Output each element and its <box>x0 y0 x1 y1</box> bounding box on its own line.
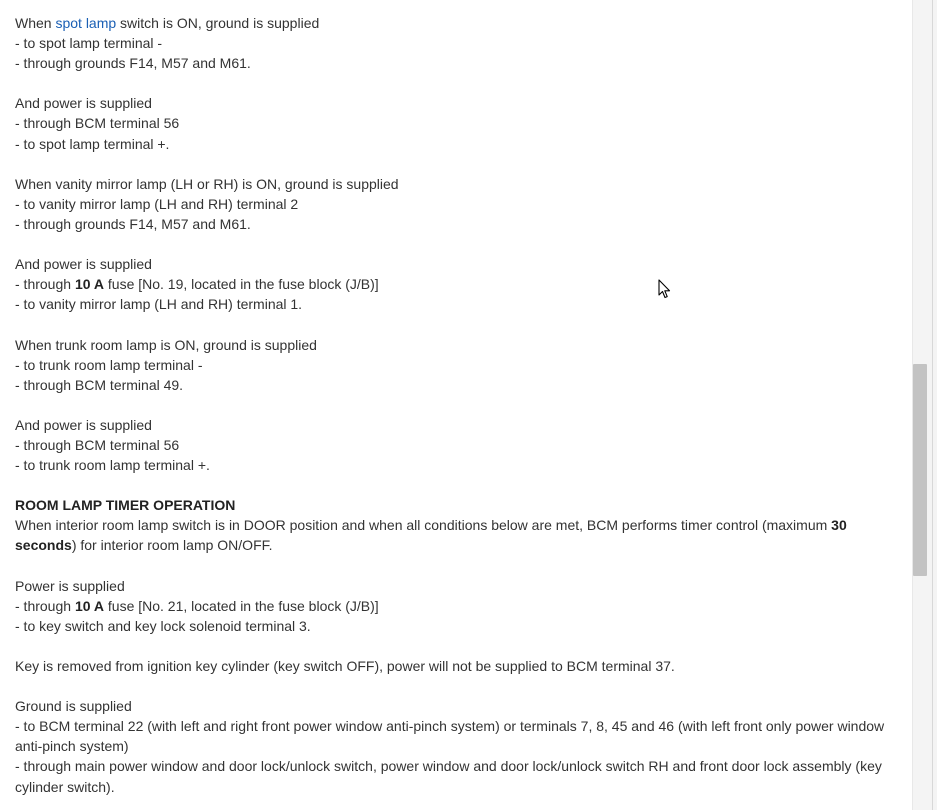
list-item: - to vanity mirror lamp (LH and RH) terminal 2 <box>15 195 299 212</box>
paragraph-intro: Ground is supplied <box>15 698 132 715</box>
list-item <box>15 274 895 294</box>
spot-lamp-link[interactable]: spot lamp <box>55 15 117 31</box>
paragraph-intro: When vanity mirror lamp (LH or RH) is ON, ground is supplied <box>15 175 399 192</box>
list-item: - to vanity mirror lamp (LH and RH) terminal 1. <box>15 296 303 313</box>
mouse-pointer-icon <box>658 279 671 299</box>
paragraph-intro: When trunk room lamp is ON, ground is supplied <box>15 336 317 353</box>
list-item: - through grounds F14, M57 and M61. <box>15 215 251 232</box>
list-item: - to spot lamp terminal - <box>15 35 163 52</box>
list-item: - to BCM terminal 22 (with left and right front power window anti-pinch system) or terminals 7, 8, 45 and 46 (with left front only power window anti-pinch system) <box>15 718 885 755</box>
spot-lamp-ground-intro <box>15 13 895 33</box>
paragraph-intro: And power is supplied <box>15 256 152 273</box>
text-fragment: - through <box>15 276 75 293</box>
text-fragment: switch is ON, ground is supplied <box>116 15 320 31</box>
text-fragment: ) for interior room lamp ON/OFF. <box>71 537 273 554</box>
timer-duration: 30 seconds <box>15 517 847 554</box>
fuse-rating: 10 A <box>74 276 104 293</box>
list-item: - through main power window and door lock/unlock switch, power window and door lock/unlock switch RH and front door lock assembly (key cylinder switch). <box>15 758 882 795</box>
list-item: - to key switch and key lock solenoid terminal 3. <box>15 617 311 634</box>
text-fragment: When <box>15 15 56 31</box>
text-fragment: When interior room lamp switch is in DOOR position and when all conditions below are met, BCM performs timer control (maximum <box>15 517 832 534</box>
section-heading: ROOM LAMP TIMER OPERATION <box>15 497 236 514</box>
list-item: - through BCM terminal 56 <box>15 115 180 132</box>
paragraph-intro: Power is supplied <box>15 577 125 594</box>
paragraph-intro: And power is supplied <box>15 95 152 112</box>
text-fragment: - through <box>15 597 75 614</box>
list-item: - to trunk room lamp terminal - <box>15 356 203 373</box>
fuse-rating: 10 A <box>74 597 104 614</box>
list-item: - through BCM terminal 49. <box>15 376 184 393</box>
scrollbar-thumb[interactable] <box>913 364 927 576</box>
list-item <box>15 596 895 616</box>
list-item: - through grounds F14, M57 and M61. <box>15 55 251 72</box>
text-fragment: fuse [No. 21, located in the fuse block (J/B)] <box>104 597 379 614</box>
timer-description <box>15 515 895 555</box>
list-item: - through BCM terminal 56 <box>15 436 180 453</box>
list-item: - to spot lamp terminal +. <box>15 135 170 152</box>
key-removed-note: Key is removed from ignition key cylinder (key switch OFF), power will not be supplied to BCM terminal 37. <box>15 658 675 674</box>
list-item: - to trunk room lamp terminal +. <box>15 457 210 474</box>
document-body <box>15 13 895 797</box>
window-edge-divider <box>932 0 933 810</box>
paragraph-intro: And power is supplied <box>15 416 152 433</box>
text-fragment: fuse [No. 19, located in the fuse block (J/B)] <box>104 276 379 293</box>
